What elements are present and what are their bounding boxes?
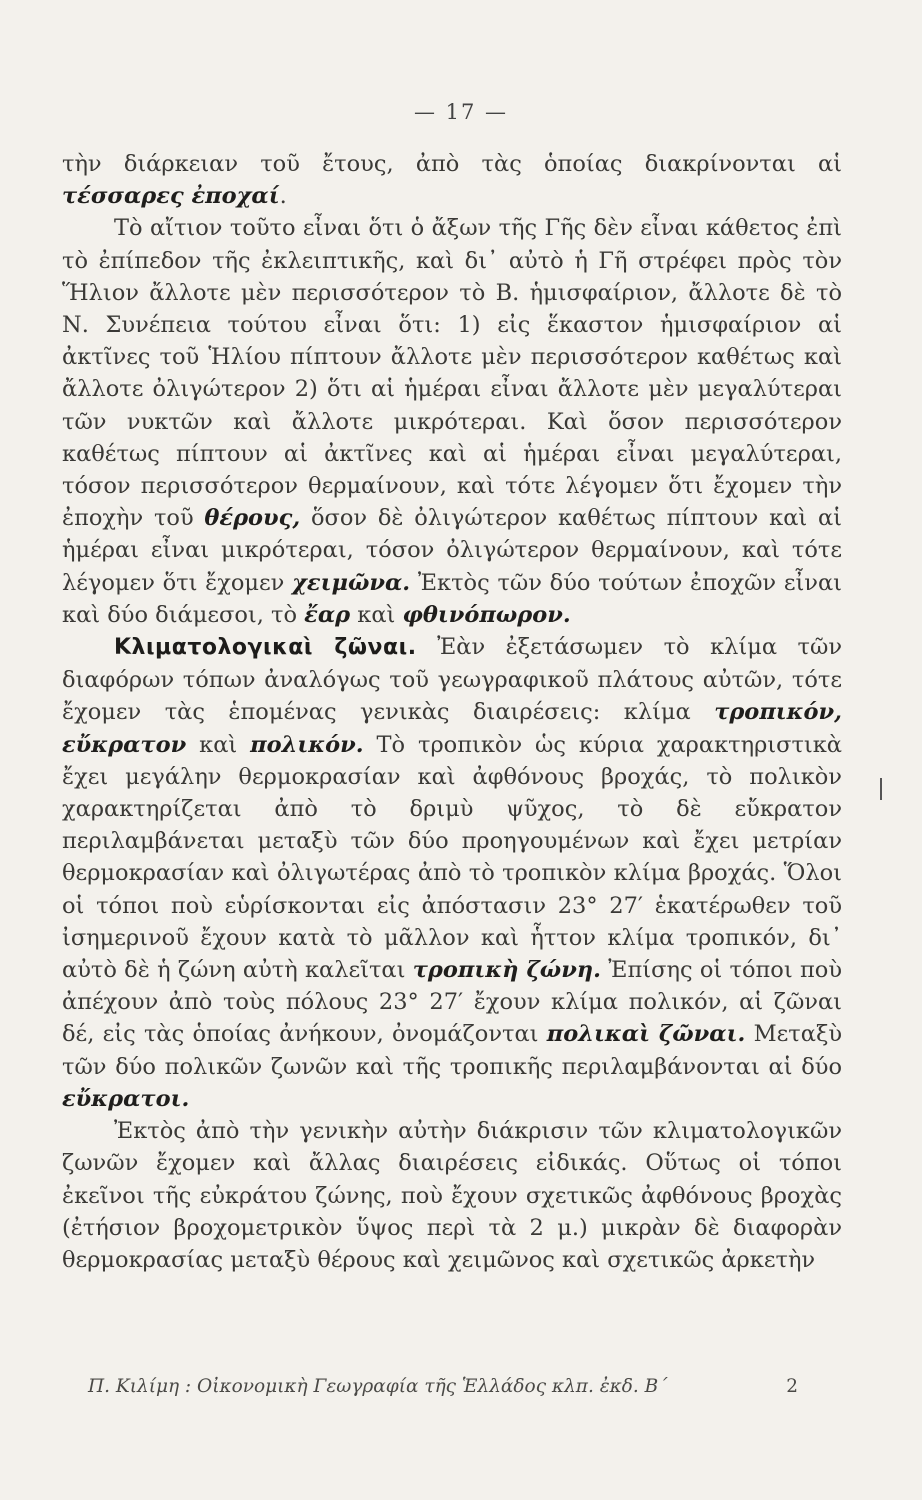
- para2-text-4: καὶ: [350, 601, 403, 628]
- para2-text-1: Τὸ αἴτιον τοῦτο εἶναι ὅτι ὁ ἄξων τῆς Γῆς δὲν εἶναι κάθετος ἐπὶ τὸ ἐπίπεδον τῆς ἐκλειπτικῆς, καὶ δι᾿ αὐτὸ ἡ Γῆ στρέφει πρὸς τὸν Ἥλιον ἄλλοτε μὲν περισσότερον τὸ Β. ἡμισφαίριον, ἄλλοτε δὲ τὸ Ν. Συνέπεια τούτου εἶναι ὅτι: 1) εἰς ἕκαστον ἡμισφαίριον αἱ ἀκτῖνες τοῦ Ἡλίου πίπτουν ἄλλοτε μὲν περισσότερον καθέτως καὶ ἄλλοτε ὀλιγώτερον 2) ὅτι αἱ ἡμέραι εἶναι ἄλλοτε μὲν μεγαλύτεραι τῶν νυκτῶν καὶ ἄλλοτε μικρότεραι. Καὶ ὅσον περισσότερον καθέτως πίπτουν αἱ ἀκτῖνες καὶ αἱ ἡμέραι εἶναι μεγαλύτεραι, τόσον περισσότερον θερμαίνουν, καὶ τότε λέγομεν ὅτι ἔχομεν τὴν ἐποχὴν τοῦ: [62, 215, 842, 532]
- term-summer: θέρους,: [204, 505, 301, 532]
- term-spring: ἔαρ: [304, 601, 351, 628]
- paragraph-3: [62, 631, 842, 1115]
- term-polar-zones: πολικαὶ ζῶναι.: [546, 1021, 746, 1048]
- signature-number: 2: [786, 1376, 798, 1397]
- term-tropical-zone: τροπικὴ ζώνη.: [412, 957, 601, 984]
- term-temperate-zones: εὔκρατοι.: [62, 1085, 190, 1112]
- para3-text-5: Μεταξὺ τῶν δύο πολικῶν ζωνῶν καὶ τῆς τροπικῆς περιλαμβάνονται αἱ δύο: [62, 1021, 843, 1080]
- para3-text-3: Τὸ τροπικὸν ὡς κύρια χαρακτηριστικὰ ἔχει μεγάλην θερμοκρασίαν καὶ ἀφθόνους βροχάς, τὸ πολικὸν χαρακτηρίζεται ἀπὸ τὸ δριμὺ ψῦχος, τὸ δὲ εὔκρατον περιλαμβάνεται μεταξὺ τῶν δύο προηγουμένων καὶ ἔχει μετρίαν θερμοκρασίαν καὶ ὀλιγωτέρας ἀπὸ τὸ τροπικὸν κλίμα βροχάς. Ὅλοι οἱ τόποι ποὺ εὑρίσκονται εἰς ἀπόστασιν 23° 27′ ἑκατέρωθεν τοῦ ἰσημερινοῦ ἔχουν κατὰ τὸ μᾶλλον καὶ ἧττον κλίμα τροπικόν, δι᾿ αὐτὸ δὲ ἡ ζώνη αὐτὴ καλεῖται: [62, 731, 842, 984]
- term-polar: πολικόν.: [250, 731, 364, 758]
- para2-text-2: ὅσον δὲ ὀλιγώτερον καθέτως πίπτουν καὶ αἱ ἡμέραι εἶναι μικρότεραι, τόσον ὀλιγώτερον θερμαίνουν, καὶ τότε λέγομεν ὅτι ἔχομεν: [62, 505, 842, 596]
- page-number: — 17 —: [413, 100, 509, 124]
- term-autumn: φθινόπωρον.: [402, 601, 571, 628]
- body-text: [62, 148, 842, 1276]
- para3-text-1: Ἐὰν ἐξετάσωμεν τὸ κλίμα τῶν διαφόρων τόπων ἀναλόγως τοῦ γεωγραφικοῦ πλάτους αὐτῶν, τότε ἔχομεν τὰς ἑπομένας γενικὰς διαιρέσεις: κλίμα: [62, 634, 843, 726]
- para1-text-2: .: [279, 183, 287, 210]
- section-heading-climate-zones: Κλιματολογικαὶ ζῶναι.: [114, 635, 417, 661]
- para4-text-1: Ἐκτὸς ἀπὸ τὴν γενικὴν αὐτὴν διάκρισιν τῶν κλιματολογικῶν ζωνῶν ἔχομεν καὶ ἄλλας διαιρέσεις εἰδικάς. Οὕτως οἱ τόποι ἐκεῖνοι τῆς εὐκράτου ζώνης, ποὺ ἔχουν σχετικῶς ἀφθόνους βροχὰς (ἐτήσιον βροχομετρικὸν ὕψος περὶ τὰ 2 μ.) μικρὰν δὲ διαφορὰν θερμοκρασίας μεταξὺ θέρους καὶ χειμῶνος καὶ σχετικῶς ἀρκετὴν: [62, 1118, 842, 1273]
- term-four-seasons: τέσσαρες ἐποχαί: [62, 183, 280, 210]
- term-winter: χειμῶνα.: [292, 569, 411, 596]
- page-footer: [88, 1376, 798, 1397]
- paragraph-4: [62, 1115, 842, 1276]
- margin-mark: [880, 778, 882, 800]
- paragraph-2: [62, 212, 842, 631]
- para2-text-3: Ἐκτὸς τῶν δύο τούτων ἐποχῶν εἶναι καὶ δύο διάμεσοι, τὸ: [62, 569, 843, 628]
- para1-text-1: τὴν διάρκειαν τοῦ ἔτους, ἀπὸ τὰς ὁποίας διακρίνονται αἱ: [62, 151, 842, 177]
- term-tropical-temperate: τροπικόν, εὔκρατον: [62, 699, 842, 758]
- footer-citation: Π. Κιλίμη : Οἰκονομικὴ Γεωγραφία τῆς Ἑλλάδος κλπ. ἐκδ. Β΄: [88, 1376, 668, 1397]
- paragraph-1: [62, 148, 842, 212]
- para3-text-4: Ἐπίσης οἱ τόποι ποὺ ἀπέχουν ἀπὸ τοὺς πόλους 23° 27′ ἔχουν κλίμα πολικόν, αἱ ζῶναι δέ, εἰς τὰς ὁποίας ἀνήκουν, ὀνομάζονται: [62, 957, 842, 1048]
- para3-text-2: καὶ: [186, 731, 251, 758]
